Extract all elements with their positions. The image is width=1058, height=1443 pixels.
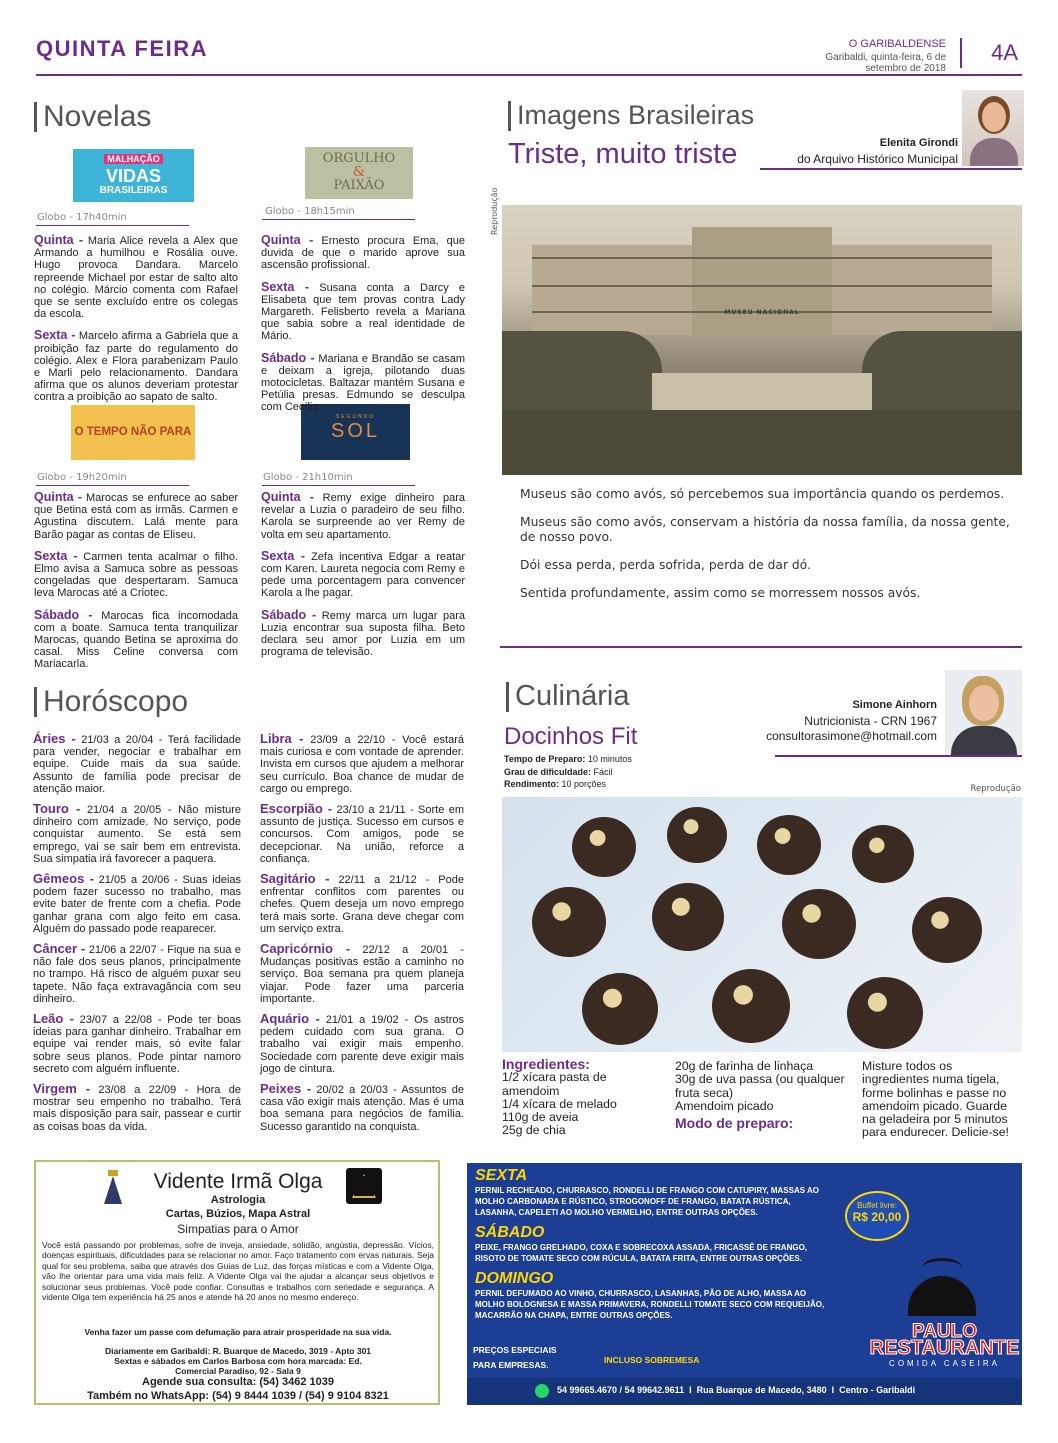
section-day: QUINTA FEIRA xyxy=(36,36,208,61)
horoscope-entry: Câncer - 21/06 a 22/07 - Fique na sua e não fale dos seus planos, principalmente no trampo. Há risco de alguém puxar seu tapete. Não faça extravagância com seu dinheiro. xyxy=(33,941,241,1005)
vidente-body: Você está passando por problemas, sofre de inveja, ansiedade, solidão, angústia, depressão. Vícios, doenças espirituais, dificuldades para se relacionar no amor. Faço tratamento com ervas naturais. Seja qual for seu problema, saiba que através dos Guias de Luz, das forças místicas e com a Vidente Olga, vão lhe orientar para uma vida mais feliz. A Vidente Olga vai lhe ajudar a alcançar seus objetivos e solucionar seus problemas. Você pode confiar. Consultas e trabalhos com seriedade e segurança. A vidente Olga tem experiência há 25 anos e atende há 20 anos no mesmo endereço. xyxy=(42,1240,434,1303)
horoscope-entry: Escorpião - 23/10 a 21/11 - Sorte em assunto de justiça. Sucesso em cursos e concursos. Com amigos, pode se decepcionar. Na união, reforce a confiança. xyxy=(260,801,464,865)
divider xyxy=(262,485,415,486)
novela-entry: Sexta - Carmen tenta acalmar o filho. Elmo avisa a Samuca sobre as pessoas congeladas que despertaram. Samuca leva Marocas até a Criotec. xyxy=(34,548,238,600)
ingredient: 1/2 xícara pasta de amendoim xyxy=(502,1070,607,1098)
horoscope-entry: Capricórnio - 22/12 a 20/01 - Mudanças positivas estão a caminho no serviço. Boa semana pra quem planeja viajar. Pode fazer uma parceria importante. xyxy=(260,941,464,1005)
horoscope-entry: Áries - 21/03 a 20/04 - Terá facilidade para vender, negociar e trabalhar em equipe. Cuide mais da sua saúde. Assunto de família pode precisar de atenção maior. xyxy=(33,731,241,795)
restaurant-name-1: PAULO xyxy=(911,1321,978,1342)
horoscope-entry: Virgem - 23/08 a 22/09 - Hora de mostrar seu empenho no trabalho. Terá mais disposição para sair, passear e curtir as coisas boas da vida. xyxy=(33,1081,241,1133)
vidente-l1: Astrologia xyxy=(210,1194,266,1206)
museum-sign: MUSEU NACIONAL xyxy=(724,309,800,316)
culinaria-author: Simone Ainhorn xyxy=(852,699,937,711)
ingredient: 1/4 xícara de melado xyxy=(502,1096,617,1111)
novela-entry: Sexta - Susana conta a Darcy e Elisabeta que tem provas contra Lady Margareth. Felisberto revela a Mariana que sabia sobre a real identidade de Mário. xyxy=(261,279,465,343)
horoscope-entry: Leão - 23/07 a 22/08 - Pode ter boas ideias para ganhar dinheiro. Trabalhar em equipe vai render mais, só evite falar sobre seus planos. Pode pintar namoro secreto com alguém influente. xyxy=(33,1011,241,1075)
divider xyxy=(36,485,189,486)
museum-photo xyxy=(502,205,1022,475)
slot-tempo: Globo - 19h20min xyxy=(37,472,127,483)
novela-entry: Quinta - Remy exige dinheiro para revelar a Luzia o paradeiro de seu filho. Karola se surpreende ao ver Remy de volta em seu apartamento. xyxy=(261,490,466,541)
page-number: 4A xyxy=(991,40,1018,65)
novela-orgulho-text xyxy=(261,234,465,423)
vidente-addr2: Sextas e sábados em Carlos Barbosa com hora marcada: Ed. Comercial Paradiso, 92 - Sala 9 xyxy=(114,1356,362,1376)
ingredients-title: Ingredientes: xyxy=(502,1056,590,1072)
culinaria-role: Nutricionista - CRN 1967 xyxy=(804,714,937,728)
dateline: Garibaldi, quinta-feira, 6 de setembro de 2018 xyxy=(825,52,946,74)
newspaper-name: O GARIBALDENSE xyxy=(848,38,946,50)
restaurant-contact: 54 99665.4670 / 54 99642.9611 I Rua Buarque de Macedo, 3480 I Centro - Garibaldi xyxy=(557,1385,916,1395)
horoscope-entry: Aquário - 21/01 a 19/02 - Os astros pedem cuidado com sua grana. O trabalho vai exigir mais empenho. Sociedade com parente deve exigir mais jogo de cintura. xyxy=(260,1011,464,1075)
novela-entry: Quinta - Maria Alice revela a Alex que Armando a humilhou e Rosália ouve. Hugo provoca Dandara. Marcelo repreende Michael por estar de salto alto no colégio. Márcio comenta com Rafael que se sente excluído entre os colegas da escola. xyxy=(34,233,238,321)
vidente-cta: Venha fazer um passe com defumação para atrair prosperidade na sua vida. xyxy=(84,1327,392,1337)
header-rule xyxy=(36,74,1022,76)
imagens-paragraph: Sentida profundamente, assim como se morressem nossos avós. xyxy=(520,586,921,600)
meta-row: Tempo de Preparo: 10 minutos xyxy=(504,754,632,764)
vidente-l2: Cartas, Búzios, Mapa Astral xyxy=(165,1208,311,1220)
culinaria-meta xyxy=(504,753,632,791)
restaurant-footer xyxy=(467,1378,1022,1405)
food-photo xyxy=(502,797,1022,1052)
food-credit: Reprodução xyxy=(970,784,1021,794)
culinaria-rule xyxy=(775,755,1022,757)
restaurant-name-2: RESTAURANTE xyxy=(869,1337,1020,1359)
slot-sol: Globo - 21h10min xyxy=(263,472,353,483)
imagens-headline: Triste, muito triste xyxy=(508,138,738,170)
meta-row: Grau de dificuldade: Fácil xyxy=(504,766,613,777)
logo-malhacao: MALHAÇÃO VIDAS BRASILEIRAS xyxy=(73,149,194,202)
imagens-title: Imagens Brasileiras xyxy=(508,100,754,131)
imagens-paragraph: Museus são como avós, conservam a história da nossa família, da nossa gente, de nosso povo. xyxy=(520,515,1010,544)
vidente-title: Vidente Irmã Olga xyxy=(153,1170,323,1193)
ingredient: 30g de uva passa (ou qualquer fruta seca) xyxy=(675,1072,845,1100)
horoscope-entry: Libra - 23/09 a 22/10 - Você estará mais curiosa e com vontade de aprender. Invista em cursos que ajudem a melhorar seu currículo. Boa chance de mudar de cargo ou emprego. xyxy=(260,731,464,795)
imagens-bottom-rule xyxy=(500,646,1022,648)
page-header xyxy=(36,34,1022,78)
novela-entry: Sábado - Mariana e Brandão se casam e deixam a igreja, pilotando duas motocicletas. Baltazar mantém Susana e Petúlia presas. Edmundo se desculpa com Cecília. xyxy=(261,350,465,414)
horoscopo-right xyxy=(260,733,464,1141)
vidente-addr1: Diariamente em Garibaldi: R. Buarque de Macedo, 3019 - Apto 301 xyxy=(104,1346,372,1356)
divider xyxy=(36,225,189,226)
sobremesa: INCLUSO SOBREMESA xyxy=(604,1355,700,1365)
imagens-author: Elenita Girondi xyxy=(879,137,958,149)
culinaria-email[interactable]: consultorasimone@hotmail.com xyxy=(766,729,937,743)
prep-title: Modo de preparo: xyxy=(675,1115,794,1132)
ingredient: 110g de aveia xyxy=(502,1110,579,1125)
logo-segundo-sol: SEGUNDO SOL xyxy=(301,404,410,460)
culinaria-headline: Docinhos Fit xyxy=(504,723,638,750)
vidente-l3: Simpatias para o Amor xyxy=(177,1222,299,1236)
ingredients-col1 xyxy=(502,1058,652,1138)
meta-row: Rendimento: 10 porções xyxy=(504,779,607,789)
novela-entry: Sábado - Remy marca um lugar para Luzia encontrar sua suposta filha. Beto declara seu amor por Luzia em um programa de televisão. xyxy=(261,607,465,659)
imagens-text xyxy=(520,487,1020,601)
ingredient: 20g de farinha de linhaça xyxy=(675,1059,814,1073)
imagens-rule xyxy=(760,168,1022,170)
menu-sabado: PEIXE, FRANGO GRELHADO, COXA E SOBRECOXA ASSADA, FRICASSÊ DE FRANGO, RISOTO DE TOMATE SECO COM RÚCULA, BATATA FRITA, ENTRE OUTRAS OPÇÕES. xyxy=(475,1243,808,1263)
divider xyxy=(262,219,415,220)
slot-malhacao: Globo - 17h40min xyxy=(37,212,127,223)
horoscope-entry: Sagitário - 22/11 a 21/12 - Pode enfrentar conflitos com parentes ou chefes. Quem deseja um novo emprego terá mais sorte. Grana deve chegar com um serviço extra. xyxy=(260,871,464,935)
day-sabado: SÁBADO xyxy=(475,1224,545,1241)
novela-tempo-text xyxy=(34,491,238,680)
photo-credit: Reprodução xyxy=(490,187,499,235)
horoscope-entry: Peixes - 20/02 a 20/03 - Assuntos de casa vão exigir mais atenção. Mas é uma boa semana para negócios de família. Sucesso garantido na conquista. xyxy=(260,1081,464,1133)
restaurant-ad xyxy=(467,1163,1022,1405)
header-divider xyxy=(960,38,962,68)
novela-entry: Quinta - Marocas se enfurece ao saber que Betina está com as irmãs. Carmen e Agustina discutem. Lalá mente para Barão pagar as contas de Eliseu. xyxy=(34,490,238,541)
horoscope-entry: Touro - 21/04 a 20/05 - Não misture dinheiro com amizade. No serviço, pode conquistar aumento. Se está sem emprego, vai se sair bem em entrevista. Sua simpatia irá favorecer a paquera. xyxy=(33,801,241,865)
novela-malhacao-text xyxy=(34,234,238,413)
menu-sexta: PERNIL RECHEADO, CHURRASCO, RONDELLI DE FRANGO COM CATUPIRY, MASSAS AO MOLHO CARBONARA E RÚSTICO, STROGONOFF DE FRANGO, BATATA RÚSTICA, LASANHA, CAPELETI AO MOLHO VERMELHO, ENTRE OUTRAS OPÇÕES. xyxy=(475,1186,820,1217)
horoscopo-left xyxy=(33,733,241,1141)
novelas-title: Novelas xyxy=(34,100,151,134)
cloche-icon xyxy=(902,1258,982,1322)
novela-entry: Sábado - Marocas fica incomodada com a boate. Samuca tenta tranquilizar Marocas, quando Betina se aproxima do casal. Miss Celine conversa com Mariacarla. xyxy=(34,607,238,671)
restaurant-tagline: COMIDA CASEIRA xyxy=(889,1359,1000,1368)
horoscopo-title: Horóscopo xyxy=(34,685,188,719)
vidente-phone: Agende sua consulta: (54) 3462 1039 xyxy=(142,1376,334,1388)
imagens-role: do Arquivo Histórico Municipal xyxy=(797,152,958,166)
buffet-badge: Buffet livre: R$ 20,00 xyxy=(845,1191,909,1241)
day-domingo: DOMINGO xyxy=(475,1270,554,1287)
prep-text: Misture todos os ingredientes numa tigela, forme bolinhas e passe no amendoim picado. Guarde na geladeira por 5 minutos para endurecer. Delicie-se! xyxy=(862,1059,1009,1140)
ingredient: 25g de chia xyxy=(502,1123,566,1138)
novela-entry: Sexta - Zefa incentiva Edgar a reatar com Karen. Laureta negocia com Remy e pede uma porcentagem para convencer Karola a lhe pagar. xyxy=(261,548,465,600)
novela-entry: Sexta - Marcelo afirma a Gabriela que a proibição faz parte do regulamento do colégio. Alex e Flora parabenizam Paulo e Marli pelo relacionamento. Dandara afirma que os alunos deveriam protestar contra a proibição ao sapato de salto. xyxy=(34,328,239,404)
menu-domingo: PERNIL DEFUMADO AO VINHO, CHURRASCO, LASANHAS, PÃO DE ALHO, MASSA AO MOLHO BOLOGNESA E MASSA PRIMAVERA, RONDELLI TOMATE SECO COM REQUEIJÃO, MACARRÃO NA CHAPA, ENTRE OUTRAS OPÇÕES. xyxy=(475,1289,825,1320)
slot-orgulho: Globo - 18h15min xyxy=(265,206,355,217)
imagens-paragraph: Dói essa perda, perda sofrida, perda de dar dó. xyxy=(520,558,811,572)
author-photo-elenita xyxy=(962,90,1024,166)
vidente-ad xyxy=(34,1160,440,1405)
author-photo-simone xyxy=(945,670,1022,756)
precos-especiais: PREÇOS ESPECIAIS PARA EMPRESAS. xyxy=(473,1345,557,1370)
culinaria-title: Culinária xyxy=(506,680,629,713)
day-sexta: SEXTA xyxy=(475,1167,528,1184)
horoscope-entry: Gêmeos - 21/05 a 20/06 - Suas ideias podem fazer sucesso no trabalho, mas evite bater de frente com a chefia. Pode ganhar grana com algo feito em casa. Alguém do passado pode reaparecer. xyxy=(33,871,242,935)
whatsapp-icon xyxy=(535,1384,549,1398)
novela-sol-text xyxy=(261,491,465,667)
vidente-whatsapp: Também no WhatsApp: (54) 9 8444 1039 / (54) 9 9104 8321 xyxy=(87,1390,389,1402)
menu-block xyxy=(475,1167,831,1321)
novela-entry: Quinta - Ernesto procura Ema, que duvida de que o marido aprove sua ascensão profissional. xyxy=(261,233,465,272)
imagens-paragraph: Museus são como avós, só percebemos sua importância quando os perdemos. xyxy=(520,487,1005,501)
ingredient: Amendoim picado xyxy=(675,1098,774,1113)
logo-orgulho: ORGULHO & PAIXÃO xyxy=(305,147,413,199)
logo-tempo: O TEMPO NÃO PARA xyxy=(71,405,195,460)
ingredients-col2 xyxy=(675,1060,845,1130)
